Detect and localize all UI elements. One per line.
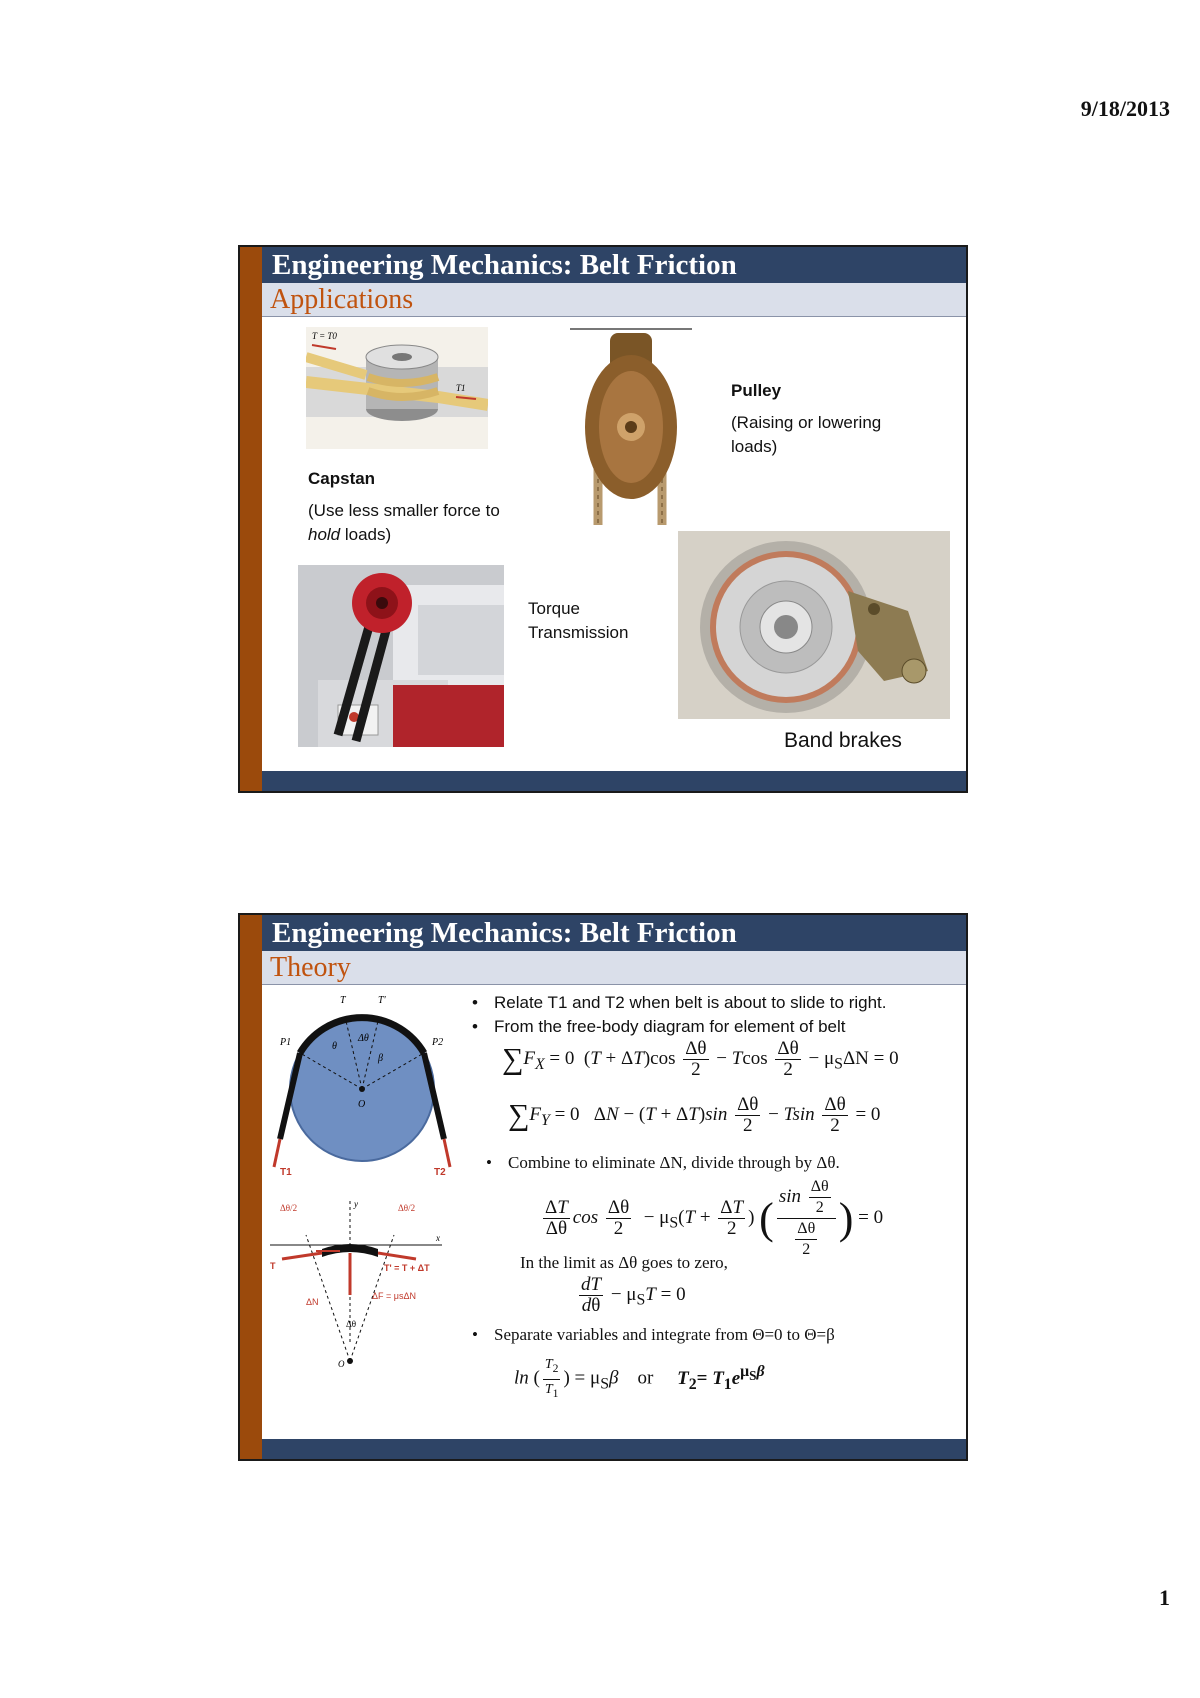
pulley-image [570,327,692,525]
torque-transmission-label: Torque Transmission [528,599,629,642]
equation-or: or [637,1367,654,1389]
diagram1-label-p1: P1 [280,1037,292,1048]
equation-sum-fx: $\sum F_X = 0$ (T + ΔT)cos $\frac{\Delta\theta}{2}$ − Tcos $\frac{\Delta\theta}{2}$ − $\mu_S\Delta N = 0$ [502,1038,899,1080]
pulley-label [731,379,781,403]
pulley-desc: (Raising or lowering loads) [731,413,882,456]
diagram2-label-o: O [338,1359,345,1369]
diagram2-label-tt: T' = T + ΔT [384,1263,430,1273]
slide-left-bar [240,247,262,791]
equation-combined: $\frac{\Delta T}{\Delta\theta}$ cos $\frac{\Delta\theta}{2}$ − $\mu_S(T$ + $\frac{\Delta T}{2}$ ) ( sin $\frac{\Delta\theta}{2}$ $\frac{\Delta\theta}{2}$ ) = 0 [545,1178,884,1258]
diagram2-label-df: ΔF = μsΔN [372,1291,416,1301]
diagram2-label-dtheta: Δθ [346,1319,357,1329]
diagram2-label-dtheta-half-right: Δθ/2 [398,1203,416,1213]
diagram1-label-theta: θ [332,1041,337,1052]
bullet-combine: • Combine to eliminate ΔN, divide through by Δθ. [508,1153,840,1173]
slide-title: Engineering Mechanics: Belt Friction [262,915,966,951]
torque-transmission-image [298,565,504,747]
diagram2-label-dn: ΔN [306,1297,319,1307]
diagram1-label-t: T [340,995,346,1006]
slide-subtitle: Applications [262,283,966,317]
bullet-relate: • Relate T1 and T2 when belt is about to slide to right. [494,993,887,1013]
belt-drum-diagram [266,989,458,1179]
slide-footer [262,1439,966,1459]
capstan-desc-1: (Use less smaller force to [308,501,500,520]
capstan-fig-label-top: T = T0 [312,331,337,341]
capstan-name: Capstan [308,469,376,488]
band-brake-image [678,531,950,719]
slide-subtitle: Theory [262,951,966,985]
equation-differential: $\frac{dT}{d\theta}$ − $\mu_ST = 0$ [581,1274,686,1316]
slide-left-bar [240,915,262,1459]
capstan-desc-2: loads) [344,525,392,544]
limit-text: In the limit as Δθ goes to zero, [520,1253,728,1272]
capstan-fig-label-side: T1 [456,383,466,393]
diagram1-label-o: O [358,1099,366,1110]
diagram1-label-p2: P2 [432,1037,444,1048]
bullet-integrate: • Separate variables and integrate from Θ=0 to Θ=β [494,1325,835,1345]
capstan-label [308,467,375,491]
diagram1-label-beta: β [378,1053,383,1064]
band-brakes-label: Band brakes [784,729,902,752]
diagram2-label-y: y [354,1199,358,1209]
equation-sum-fy: $\sum F_Y = 0$ ΔN − (T + ΔT)sin $\frac{\Delta\theta}{2}$ − Tsin $\frac{\Delta\theta}{2}$ = 0 [508,1094,881,1136]
diagram2-label-t: T [270,1261,276,1271]
capstan-desc [308,499,528,547]
slide-footer [262,771,966,791]
diagram1-label-t2: T2 [434,1167,446,1178]
diagram1-label-t1: T1 [280,1167,292,1178]
pulley-name: Pulley [731,381,782,400]
diagram1-label-dtheta: Δθ [358,1033,369,1044]
capstan-desc-hold: hold [308,525,341,544]
equation-result: ln ( $\frac{T_2}{T_1}$ ) = $\mu_S\beta$ or $T_2= T_1e^{\mu_S\beta}$ [514,1357,765,1400]
bullet-fbd: • From the free-body diagram for element of belt [494,1017,846,1037]
capstan-image [306,327,488,449]
belt-element-fbd [266,1195,446,1371]
diagram2-label-x: x [436,1233,440,1243]
slide-title: Engineering Mechanics: Belt Friction [262,247,966,283]
slide-applications [238,245,968,793]
page-number: 1 [1159,1585,1170,1610]
page-date: 9/18/2013 [1080,96,1170,121]
slide-theory [238,913,968,1461]
diagram2-label-dtheta-half-left: Δθ/2 [280,1203,298,1213]
diagram1-label-tp: T' [378,995,386,1006]
